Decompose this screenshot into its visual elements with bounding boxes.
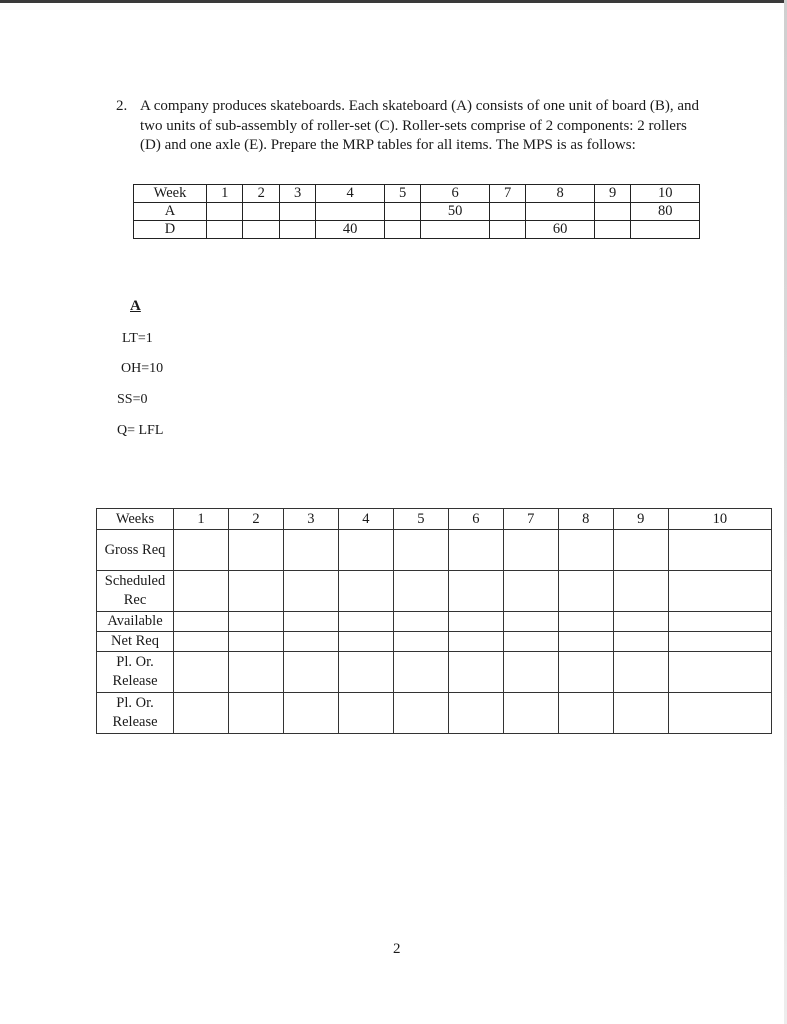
mps-week-header: 4 bbox=[316, 185, 385, 203]
mps-cell: 50 bbox=[421, 203, 490, 221]
mrp-row-label: Available bbox=[97, 612, 174, 632]
mps-cell bbox=[631, 221, 700, 239]
mrp-row bbox=[97, 571, 772, 612]
mrp-cell bbox=[668, 652, 771, 693]
mrp-cell bbox=[228, 632, 283, 652]
mps-cell bbox=[489, 203, 525, 221]
mps-cell bbox=[279, 203, 315, 221]
mrp-row-label: Gross Req bbox=[97, 530, 174, 571]
on-hand: OH=10 bbox=[121, 361, 164, 376]
mrp-cell bbox=[174, 652, 229, 693]
mrp-cell bbox=[283, 530, 338, 571]
mrp-cell bbox=[448, 693, 503, 734]
mrp-cell bbox=[393, 612, 448, 632]
mrp-cell bbox=[503, 632, 558, 652]
mps-header-row bbox=[134, 185, 700, 203]
mrp-cell bbox=[228, 693, 283, 734]
mrp-cell bbox=[668, 693, 771, 734]
mrp-cell bbox=[174, 693, 229, 734]
mrp-week-header: 1 bbox=[174, 509, 229, 530]
mrp-row-label: Pl. Or. Release bbox=[97, 652, 174, 693]
mrp-cell bbox=[668, 530, 771, 571]
safety-stock: SS=0 bbox=[117, 392, 148, 407]
mrp-cell bbox=[558, 652, 613, 693]
mrp-cell bbox=[174, 632, 229, 652]
mrp-header-label: Weeks bbox=[97, 509, 174, 530]
mps-cell bbox=[421, 221, 490, 239]
mrp-cell bbox=[558, 530, 613, 571]
mps-table bbox=[133, 184, 700, 239]
mrp-cell bbox=[448, 571, 503, 612]
mrp-row-label: Pl. Or. Release bbox=[97, 693, 174, 734]
mps-cell bbox=[243, 221, 279, 239]
mrp-cell bbox=[228, 571, 283, 612]
mrp-row bbox=[97, 652, 772, 693]
mps-cell bbox=[384, 203, 420, 221]
mrp-cell bbox=[613, 612, 668, 632]
mrp-cell bbox=[668, 612, 771, 632]
mps-cell bbox=[594, 221, 630, 239]
mrp-cell bbox=[338, 530, 393, 571]
mrp-cell bbox=[558, 693, 613, 734]
mps-header-label: Week bbox=[134, 185, 207, 203]
mrp-cell bbox=[393, 530, 448, 571]
mrp-cell bbox=[613, 530, 668, 571]
mrp-table bbox=[96, 508, 772, 734]
mrp-cell bbox=[393, 571, 448, 612]
mrp-cell bbox=[283, 612, 338, 632]
mrp-cell bbox=[448, 652, 503, 693]
mrp-week-header: 8 bbox=[558, 509, 613, 530]
mrp-cell bbox=[558, 571, 613, 612]
mrp-header-row bbox=[97, 509, 772, 530]
mrp-cell bbox=[228, 530, 283, 571]
mrp-cell bbox=[448, 612, 503, 632]
lot-size: Q= LFL bbox=[117, 423, 164, 438]
mps-cell bbox=[489, 221, 525, 239]
mrp-cell bbox=[613, 693, 668, 734]
mps-week-header: 2 bbox=[243, 185, 279, 203]
mps-week-header: 7 bbox=[489, 185, 525, 203]
mps-cell: 60 bbox=[526, 221, 595, 239]
mrp-row-label: Scheduled Rec bbox=[97, 571, 174, 612]
mrp-cell bbox=[558, 612, 613, 632]
mrp-row-label: Net Req bbox=[97, 632, 174, 652]
mrp-cell bbox=[613, 632, 668, 652]
mrp-cell bbox=[228, 612, 283, 632]
mps-week-header: 6 bbox=[421, 185, 490, 203]
mrp-cell bbox=[668, 632, 771, 652]
question-2 bbox=[116, 97, 706, 156]
mps-cell bbox=[526, 203, 595, 221]
mrp-cell bbox=[283, 571, 338, 612]
mrp-cell bbox=[283, 632, 338, 652]
mrp-row bbox=[97, 693, 772, 734]
mrp-cell bbox=[174, 571, 229, 612]
mrp-week-header: 9 bbox=[613, 509, 668, 530]
mrp-week-header: 4 bbox=[338, 509, 393, 530]
mrp-cell bbox=[448, 632, 503, 652]
mrp-week-header: 3 bbox=[283, 509, 338, 530]
mrp-cell bbox=[503, 612, 558, 632]
mps-cell: 40 bbox=[316, 221, 385, 239]
mrp-cell bbox=[558, 632, 613, 652]
mps-cell bbox=[594, 203, 630, 221]
mps-cell: 80 bbox=[631, 203, 700, 221]
page-number: 2 bbox=[393, 941, 401, 957]
mps-week-header: 8 bbox=[526, 185, 595, 203]
question-text: A company produces skateboards. Each skateboard (A) consists of one unit of board (B), and two units of sub-assembly of roller-set (C). Roller-sets comprise of 2 components: 2 rollers (D) and one axle (E). Prepare the MRP tables for all items. The MPS is as follows: bbox=[140, 98, 700, 153]
mrp-cell bbox=[174, 530, 229, 571]
mrp-cell bbox=[503, 693, 558, 734]
mrp-row bbox=[97, 632, 772, 652]
mrp-cell bbox=[338, 652, 393, 693]
mrp-cell bbox=[393, 693, 448, 734]
mrp-cell bbox=[174, 612, 229, 632]
mrp-cell bbox=[668, 571, 771, 612]
mps-week-header: 9 bbox=[594, 185, 630, 203]
mrp-row bbox=[97, 612, 772, 632]
scan-edge-top bbox=[0, 0, 787, 3]
mps-week-header: 1 bbox=[207, 185, 243, 203]
item-a-title: A bbox=[130, 298, 141, 314]
mrp-cell bbox=[228, 652, 283, 693]
mrp-week-header: 2 bbox=[228, 509, 283, 530]
mrp-cell bbox=[448, 530, 503, 571]
mrp-cell bbox=[338, 632, 393, 652]
mrp-week-header: 10 bbox=[668, 509, 771, 530]
mrp-cell bbox=[393, 652, 448, 693]
mps-week-header: 10 bbox=[631, 185, 700, 203]
mps-cell bbox=[384, 221, 420, 239]
mrp-cell bbox=[338, 571, 393, 612]
mrp-cell bbox=[613, 571, 668, 612]
mrp-cell bbox=[338, 693, 393, 734]
mrp-cell bbox=[283, 693, 338, 734]
mrp-cell bbox=[503, 652, 558, 693]
mrp-cell bbox=[503, 571, 558, 612]
mps-week-header: 5 bbox=[384, 185, 420, 203]
mps-cell bbox=[316, 203, 385, 221]
mps-week-header: 3 bbox=[279, 185, 315, 203]
mrp-week-header: 6 bbox=[448, 509, 503, 530]
mrp-row bbox=[97, 530, 772, 571]
mps-cell bbox=[207, 221, 243, 239]
mrp-week-header: 7 bbox=[503, 509, 558, 530]
mrp-week-header: 5 bbox=[393, 509, 448, 530]
mps-cell bbox=[243, 203, 279, 221]
mrp-cell bbox=[338, 612, 393, 632]
mrp-cell bbox=[393, 632, 448, 652]
mps-cell bbox=[279, 221, 315, 239]
mps-row-label: D bbox=[134, 221, 207, 239]
mps-cell bbox=[207, 203, 243, 221]
mps-row bbox=[134, 221, 700, 239]
mrp-cell bbox=[503, 530, 558, 571]
mps-row bbox=[134, 203, 700, 221]
mps-row-label: A bbox=[134, 203, 207, 221]
mrp-cell bbox=[613, 652, 668, 693]
mrp-cell bbox=[283, 652, 338, 693]
question-number: 2. bbox=[116, 98, 128, 114]
lead-time: LT=1 bbox=[122, 331, 153, 346]
